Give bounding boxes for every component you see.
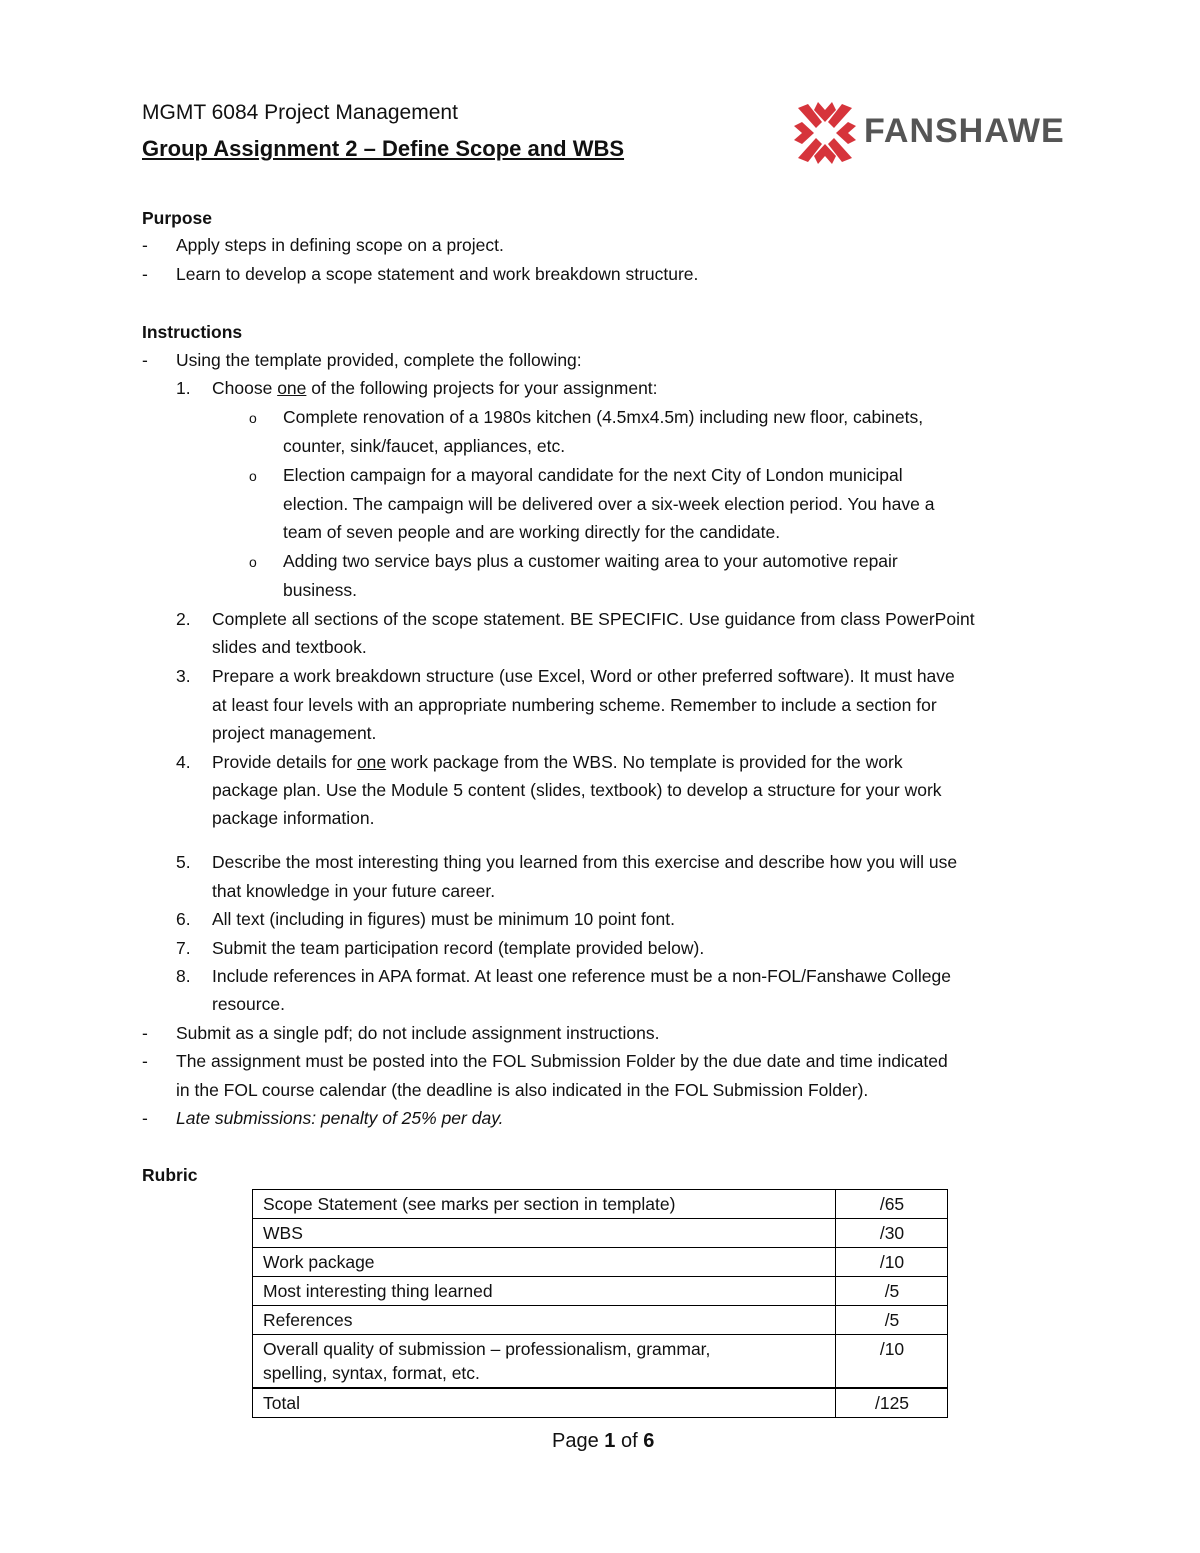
- dash-marker: -: [142, 1108, 148, 1128]
- rubric-label-line: spelling, syntax, format, etc.: [263, 1363, 480, 1383]
- rubric-label: Most interesting thing learned: [253, 1277, 836, 1306]
- rubric-score: /10: [836, 1248, 948, 1277]
- step-line: package information.: [212, 808, 375, 828]
- step-line: slides and textbook.: [212, 637, 367, 657]
- purpose-item-text: Learn to develop a scope statement and work breakdown structure.: [176, 264, 699, 284]
- option-bullet: o: [249, 468, 257, 484]
- step-text-part: Provide details for: [212, 752, 357, 772]
- rubric-score: /5: [836, 1306, 948, 1335]
- step-line: that knowledge in your future career.: [212, 881, 496, 901]
- table-row: [253, 1219, 948, 1248]
- step-line: Submit the team participation record (template provided below).: [212, 938, 705, 958]
- step-number: 2.: [176, 609, 191, 629]
- option-line: business.: [283, 580, 357, 600]
- step-number: 5.: [176, 852, 191, 872]
- rubric-label: Scope Statement (see marks per section in template): [253, 1190, 836, 1219]
- option-line: Complete renovation of a 1980s kitchen (4.5mx4.5m) including new floor, cabinets,: [283, 407, 924, 427]
- posting-text: The assignment must be posted into the FOL Submission Folder by the due date and time indicated: [176, 1051, 948, 1071]
- dash-marker: -: [142, 350, 148, 370]
- option-line: Adding two service bays plus a customer waiting area to your automotive repair: [283, 551, 898, 571]
- rubric-label-line: Overall quality of submission – professionalism, grammar,: [263, 1339, 711, 1359]
- step-text-part: of the following projects for your assignment:: [306, 378, 658, 398]
- step-line: package plan. Use the Module 5 content (slides, textbook) to develop a structure for your work: [212, 780, 942, 800]
- step-line: All text (including in figures) must be minimum 10 point font.: [212, 909, 675, 929]
- rubric-label: References: [253, 1306, 836, 1335]
- purpose-item-text: Apply steps in defining scope on a project.: [176, 235, 504, 255]
- logo-wordmark: FANSHAWE: [864, 112, 1065, 150]
- step-text-underlined: one: [356, 752, 387, 772]
- page-number: 1: [604, 1430, 616, 1452]
- option-line: Election campaign for a mayoral candidate for the next City of London municipal: [283, 465, 903, 485]
- page-footer: [552, 1430, 654, 1453]
- option-bullet: o: [249, 410, 257, 426]
- posting-text: in the FOL course calendar (the deadline is also indicated in the FOL Submission Folder).: [176, 1080, 869, 1100]
- step-line: project management.: [212, 723, 377, 743]
- page-total: 6: [643, 1430, 655, 1452]
- rubric-score: /30: [836, 1219, 948, 1248]
- table-row: [253, 1306, 948, 1335]
- dash-marker: -: [142, 235, 148, 255]
- instructions-intro-text: Using the template provided, complete the following:: [176, 350, 582, 370]
- rubric-heading: Rubric: [142, 1165, 198, 1185]
- step-line: at least four levels with an appropriate numbering scheme. Remember to include a section for: [212, 695, 937, 715]
- rubric-label: [253, 1335, 836, 1389]
- step-line: [212, 752, 903, 773]
- rubric-score: /125: [836, 1388, 948, 1418]
- table-row: [253, 1388, 948, 1418]
- step-text-underlined: one: [277, 378, 307, 398]
- of-word: of: [620, 1430, 638, 1452]
- step-line: Include references in APA format. At least one reference must be a non-FOL/Fanshawe College: [212, 966, 951, 986]
- dash-marker: -: [142, 264, 148, 284]
- rubric-label: WBS: [253, 1219, 836, 1248]
- fanshawe-logo-mark: [792, 100, 858, 166]
- step-line: resource.: [212, 994, 285, 1014]
- step-number: 1.: [176, 378, 191, 398]
- step-number: 8.: [176, 966, 191, 986]
- step-number: 3.: [176, 666, 191, 686]
- step-text: [212, 378, 658, 399]
- rubric-table: [252, 1189, 948, 1418]
- step-number: 7.: [176, 938, 191, 958]
- rubric-score: /65: [836, 1190, 948, 1219]
- rubric-label: Total: [253, 1388, 836, 1418]
- step-line: Complete all sections of the scope statement. BE SPECIFIC. Use guidance from class PowerPoint: [212, 609, 975, 629]
- submit-text: Submit as a single pdf; do not include assignment instructions.: [176, 1023, 660, 1043]
- rubric-label: Work package: [253, 1248, 836, 1277]
- step-number: 4.: [176, 752, 191, 772]
- option-line: counter, sink/faucet, appliances, etc.: [283, 436, 566, 456]
- course-title: MGMT 6084 Project Management: [142, 101, 458, 124]
- step-text-part: work package from the WBS. No template is provided for the work: [386, 752, 903, 772]
- option-line: election. The campaign will be delivered over a six-week election period. You have a: [283, 494, 935, 514]
- step-line: Prepare a work breakdown structure (use Excel, Word or other preferred software). It must have: [212, 666, 955, 686]
- assignment-title: Group Assignment 2 – Define Scope and WBS: [142, 136, 625, 161]
- table-row: [253, 1190, 948, 1219]
- step-text-part: Choose: [212, 378, 278, 398]
- fanshawe-logo: [792, 100, 1067, 166]
- dash-marker: -: [142, 1051, 148, 1071]
- table-row: [253, 1335, 948, 1389]
- rubric-score: /5: [836, 1277, 948, 1306]
- table-row: [253, 1277, 948, 1306]
- purpose-heading: Purpose: [142, 208, 213, 228]
- instructions-heading: Instructions: [142, 322, 243, 342]
- late-policy-text: Late submissions: penalty of 25% per day.: [176, 1108, 504, 1128]
- option-bullet: o: [249, 554, 257, 570]
- option-line: team of seven people and are working directly for the candidate.: [283, 522, 781, 542]
- dash-marker: -: [142, 1023, 148, 1043]
- step-line: Describe the most interesting thing you learned from this exercise and describe how you will use: [212, 852, 958, 872]
- table-row: [253, 1248, 948, 1277]
- step-number: 6.: [176, 909, 191, 929]
- rubric-score: /10: [836, 1335, 948, 1389]
- page-word: Page: [552, 1430, 599, 1452]
